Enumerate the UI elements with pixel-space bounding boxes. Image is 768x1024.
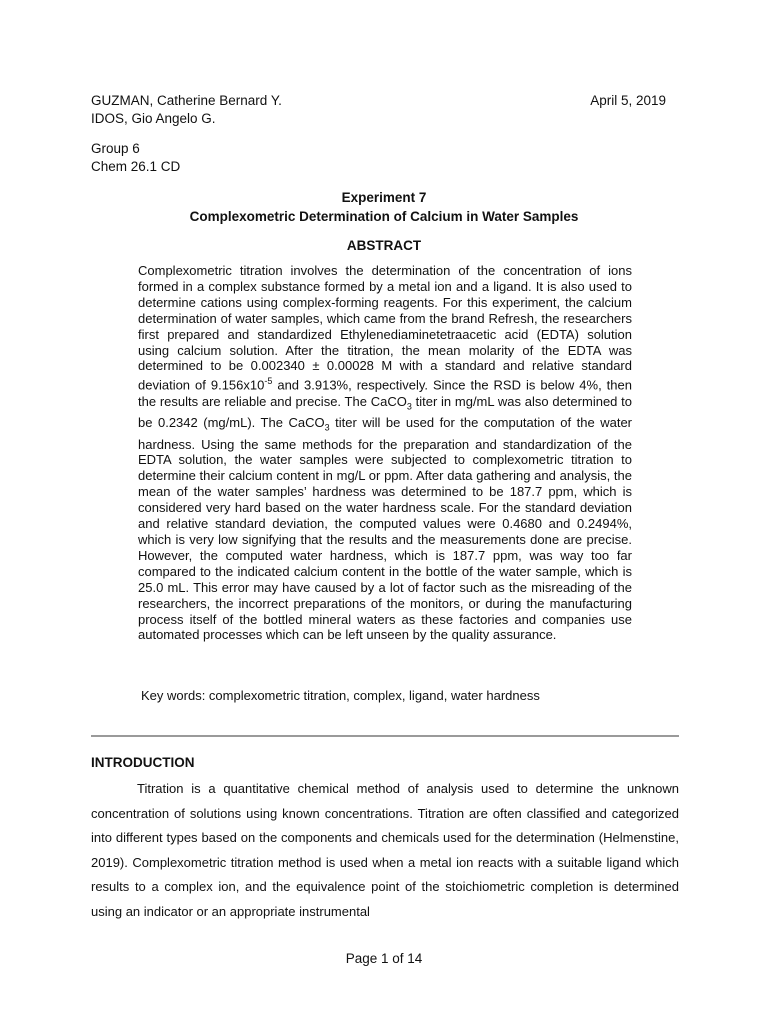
report-date: April 5, 2019 bbox=[590, 93, 666, 108]
author-name: GUZMAN, Catherine Bernard Y. bbox=[91, 93, 282, 108]
abstract-text-part: titer in mg/mL was also determined to be 0.2342 (mg/mL). The CaCO bbox=[138, 393, 632, 431]
abstract-body bbox=[138, 263, 632, 643]
abstract-text-part: titer will be used for the computation of the water hardness. Using the same methods for the preparation and standardization of the EDTA solution, the water samples were subjected to complexometric titration to determine their calcium content in mg/L or ppm. After data gathering and analysis, the mean of the water samples’ hardness was determined to be 187.7 ppm, which is considered very hard based on the water hardness scale. For the standard deviation and relative standard deviation, the computed values were 0.4680 and 0.2494%, which is very low signifying that the results and the measurements done are precise. However, the computed water hardness, which is 187.7 ppm, was way too far compared to the indicated calcium content in the bottle of the water sample, which is 25.0 mL. This error may have caused by a lot of factor such as the misreading of the researchers, the incorrect preparations of the monitors, or during the manufacturing process itself of the bottled mineral waters as these factories and companies use automated processes which can be left unseen by the quality assurance. bbox=[138, 415, 633, 643]
group-info bbox=[91, 140, 180, 176]
author-list bbox=[91, 92, 282, 128]
abstract-subscript: 3 bbox=[324, 422, 330, 433]
experiment-number: Experiment 7 bbox=[341, 190, 427, 205]
introduction-body: Titration is a quantitative chemical method of analysis used to determine the unknown concentration of solutions using known concentrations. Titration are often classified and categorized into different types based on the components and chemicals used for the determination (Helmenstine, 2019). Complexometric titration method is used when a metal ion reacts with a suitable ligand which results to a complex ion, and the equivalence point of the stoichiometric completion is determined using an indicator or an appropriate instrumental bbox=[91, 781, 679, 919]
abstract-text-part: Complexometric titration involves the determination of the concentration of ions formed in a complex substance formed by a metal ion and a ligand. It is also used to determine cations using complex-forming reagents. For this experiment, the calcium determination of water samples, which came from the brand Refresh, the researchers first prepared and standardized Ethylenediaminetetraacetic acid (EDTA) solution using calcium solution. After the titration, the mean molarity of the EDTA was determined to be 0.002340 ± 0.00028 M with a standard and relative standard deviation of 9.156x10 bbox=[138, 263, 632, 393]
document-title bbox=[0, 188, 768, 226]
author-name: IDOS, Gio Angelo G. bbox=[91, 111, 216, 126]
experiment-title: Complexometric Determination of Calcium in Water Samples bbox=[189, 209, 579, 224]
abstract-subscript: 3 bbox=[406, 401, 412, 412]
abstract-text-part: and 3.913%, respectively. Since the RSD is below 4%, then the results are reliable and precise. The CaCO bbox=[138, 377, 632, 409]
abstract-exponent: -5 bbox=[264, 376, 273, 387]
section-divider bbox=[91, 735, 679, 737]
course-code: Chem 26.1 CD bbox=[91, 159, 181, 174]
abstract-heading: ABSTRACT bbox=[346, 238, 422, 253]
group-number: Group 6 bbox=[91, 141, 140, 156]
introduction-heading: INTRODUCTION bbox=[91, 755, 195, 770]
page-number: Page 1 of 14 bbox=[345, 951, 423, 966]
keywords: Key words: complexometric titration, complex, ligand, water hardness bbox=[141, 688, 540, 703]
